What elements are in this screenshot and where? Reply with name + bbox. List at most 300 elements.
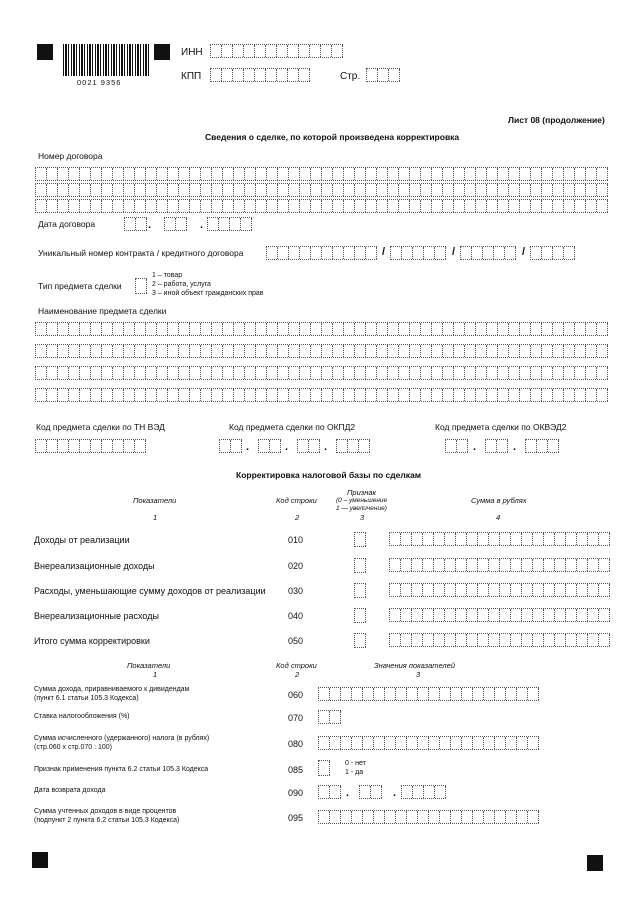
char-cell[interactable] bbox=[509, 389, 520, 401]
char-cell[interactable] bbox=[443, 200, 454, 212]
char-cell[interactable] bbox=[396, 688, 407, 700]
char-cell[interactable] bbox=[564, 247, 575, 259]
char-cell[interactable] bbox=[435, 786, 446, 798]
char-cell[interactable] bbox=[58, 345, 69, 357]
char-cell[interactable] bbox=[506, 688, 517, 700]
char-cell[interactable] bbox=[586, 367, 597, 379]
char-cell[interactable] bbox=[330, 786, 341, 798]
char-cell[interactable] bbox=[445, 634, 456, 646]
flag-field[interactable] bbox=[318, 760, 330, 776]
contract-number-row-2[interactable] bbox=[35, 183, 608, 197]
subject-name-row-4[interactable] bbox=[35, 388, 608, 402]
char-cell[interactable] bbox=[467, 533, 478, 545]
char-cell[interactable] bbox=[222, 69, 233, 81]
char-cell[interactable] bbox=[211, 69, 222, 81]
tax-rate-field[interactable] bbox=[318, 710, 341, 724]
char-cell[interactable] bbox=[352, 688, 363, 700]
char-cell[interactable] bbox=[597, 184, 608, 196]
char-cell[interactable] bbox=[211, 45, 222, 57]
char-cell[interactable] bbox=[319, 688, 330, 700]
char-cell[interactable] bbox=[255, 69, 266, 81]
char-cell[interactable] bbox=[341, 688, 352, 700]
contract-date-year[interactable] bbox=[207, 217, 252, 231]
char-cell[interactable] bbox=[319, 761, 330, 775]
char-cell[interactable] bbox=[553, 323, 564, 335]
char-cell[interactable] bbox=[544, 533, 555, 545]
char-cell[interactable] bbox=[47, 440, 58, 452]
char-cell[interactable] bbox=[517, 737, 528, 749]
char-cell[interactable] bbox=[418, 811, 429, 823]
char-cell[interactable] bbox=[47, 200, 58, 212]
okved2-part-2[interactable] bbox=[485, 439, 508, 453]
char-cell[interactable] bbox=[355, 200, 366, 212]
char-cell[interactable] bbox=[69, 200, 80, 212]
char-cell[interactable] bbox=[124, 184, 135, 196]
char-cell[interactable] bbox=[245, 389, 256, 401]
char-cell[interactable] bbox=[341, 737, 352, 749]
char-cell[interactable] bbox=[432, 200, 443, 212]
char-cell[interactable] bbox=[146, 367, 157, 379]
char-cell[interactable] bbox=[511, 559, 522, 571]
char-cell[interactable] bbox=[476, 184, 487, 196]
char-cell[interactable] bbox=[289, 367, 300, 379]
char-cell[interactable] bbox=[179, 184, 190, 196]
char-cell[interactable] bbox=[553, 345, 564, 357]
char-cell[interactable] bbox=[421, 323, 432, 335]
char-cell[interactable] bbox=[36, 345, 47, 357]
char-cell[interactable] bbox=[355, 584, 366, 597]
char-cell[interactable] bbox=[135, 367, 146, 379]
page-number-field[interactable] bbox=[366, 68, 400, 82]
okpd2-part-2[interactable] bbox=[258, 439, 281, 453]
char-cell[interactable] bbox=[424, 786, 435, 798]
char-cell[interactable] bbox=[454, 345, 465, 357]
char-cell[interactable] bbox=[277, 45, 288, 57]
char-cell[interactable] bbox=[421, 367, 432, 379]
char-cell[interactable] bbox=[440, 737, 451, 749]
char-cell[interactable] bbox=[267, 184, 278, 196]
char-cell[interactable] bbox=[531, 323, 542, 335]
char-cell[interactable] bbox=[179, 345, 190, 357]
char-cell[interactable] bbox=[564, 168, 575, 180]
char-cell[interactable] bbox=[322, 168, 333, 180]
char-cell[interactable] bbox=[322, 247, 333, 259]
char-cell[interactable] bbox=[432, 345, 443, 357]
char-cell[interactable] bbox=[58, 323, 69, 335]
char-cell[interactable] bbox=[457, 440, 468, 452]
char-cell[interactable] bbox=[333, 367, 344, 379]
char-cell[interactable] bbox=[577, 634, 588, 646]
char-cell[interactable] bbox=[91, 345, 102, 357]
char-cell[interactable] bbox=[124, 367, 135, 379]
char-cell[interactable] bbox=[135, 168, 146, 180]
char-cell[interactable] bbox=[278, 389, 289, 401]
char-cell[interactable] bbox=[113, 323, 124, 335]
char-cell[interactable] bbox=[410, 323, 421, 335]
char-cell[interactable] bbox=[80, 323, 91, 335]
char-cell[interactable] bbox=[267, 247, 278, 259]
char-cell[interactable] bbox=[190, 184, 201, 196]
char-cell[interactable] bbox=[363, 688, 374, 700]
unique-number-part-2[interactable] bbox=[390, 246, 446, 260]
char-cell[interactable] bbox=[465, 200, 476, 212]
char-cell[interactable] bbox=[486, 440, 497, 452]
char-cell[interactable] bbox=[451, 811, 462, 823]
char-cell[interactable] bbox=[445, 584, 456, 596]
char-cell[interactable] bbox=[575, 323, 586, 335]
char-cell[interactable] bbox=[311, 200, 322, 212]
char-cell[interactable] bbox=[80, 367, 91, 379]
char-cell[interactable] bbox=[544, 584, 555, 596]
char-cell[interactable] bbox=[125, 218, 136, 230]
char-cell[interactable] bbox=[168, 200, 179, 212]
char-cell[interactable] bbox=[344, 184, 355, 196]
char-cell[interactable] bbox=[476, 200, 487, 212]
char-cell[interactable] bbox=[36, 168, 47, 180]
char-cell[interactable] bbox=[388, 389, 399, 401]
char-cell[interactable] bbox=[434, 634, 445, 646]
char-cell[interactable] bbox=[407, 811, 418, 823]
char-cell[interactable] bbox=[69, 168, 80, 180]
char-cell[interactable] bbox=[355, 389, 366, 401]
subject-type-field[interactable] bbox=[135, 278, 147, 294]
char-cell[interactable] bbox=[157, 200, 168, 212]
char-cell[interactable] bbox=[588, 559, 599, 571]
char-cell[interactable] bbox=[190, 389, 201, 401]
char-cell[interactable] bbox=[146, 323, 157, 335]
char-cell[interactable] bbox=[234, 323, 245, 335]
char-cell[interactable] bbox=[344, 200, 355, 212]
char-cell[interactable] bbox=[434, 609, 445, 621]
char-cell[interactable] bbox=[434, 533, 445, 545]
char-cell[interactable] bbox=[146, 168, 157, 180]
char-cell[interactable] bbox=[311, 323, 322, 335]
char-cell[interactable] bbox=[487, 184, 498, 196]
char-cell[interactable] bbox=[102, 345, 113, 357]
char-cell[interactable] bbox=[599, 584, 610, 596]
okpd2-part-3[interactable] bbox=[297, 439, 320, 453]
char-cell[interactable] bbox=[390, 584, 401, 596]
char-cell[interactable] bbox=[553, 247, 564, 259]
char-cell[interactable] bbox=[462, 811, 473, 823]
char-cell[interactable] bbox=[520, 389, 531, 401]
char-cell[interactable] bbox=[531, 389, 542, 401]
char-cell[interactable] bbox=[432, 168, 443, 180]
char-cell[interactable] bbox=[36, 200, 47, 212]
char-cell[interactable] bbox=[113, 389, 124, 401]
char-cell[interactable] bbox=[390, 559, 401, 571]
char-cell[interactable] bbox=[201, 184, 212, 196]
char-cell[interactable] bbox=[533, 559, 544, 571]
char-cell[interactable] bbox=[366, 200, 377, 212]
char-cell[interactable] bbox=[575, 184, 586, 196]
char-cell[interactable] bbox=[366, 323, 377, 335]
char-cell[interactable] bbox=[212, 389, 223, 401]
char-cell[interactable] bbox=[399, 184, 410, 196]
char-cell[interactable] bbox=[311, 184, 322, 196]
char-cell[interactable] bbox=[355, 559, 366, 572]
char-cell[interactable] bbox=[135, 323, 146, 335]
char-cell[interactable] bbox=[390, 609, 401, 621]
char-cell[interactable] bbox=[443, 345, 454, 357]
subject-name-row-1[interactable] bbox=[35, 322, 608, 336]
char-cell[interactable] bbox=[566, 584, 577, 596]
char-cell[interactable] bbox=[233, 45, 244, 57]
char-cell[interactable] bbox=[168, 168, 179, 180]
char-cell[interactable] bbox=[244, 45, 255, 57]
char-cell[interactable] bbox=[454, 323, 465, 335]
char-cell[interactable] bbox=[289, 323, 300, 335]
char-cell[interactable] bbox=[355, 345, 366, 357]
sum-field[interactable] bbox=[389, 532, 610, 546]
char-cell[interactable] bbox=[278, 184, 289, 196]
char-cell[interactable] bbox=[201, 389, 212, 401]
char-cell[interactable] bbox=[333, 200, 344, 212]
char-cell[interactable] bbox=[267, 389, 278, 401]
char-cell[interactable] bbox=[36, 323, 47, 335]
char-cell[interactable] bbox=[377, 200, 388, 212]
char-cell[interactable] bbox=[456, 559, 467, 571]
char-cell[interactable] bbox=[489, 533, 500, 545]
char-cell[interactable] bbox=[577, 559, 588, 571]
char-cell[interactable] bbox=[311, 345, 322, 357]
char-cell[interactable] bbox=[423, 584, 434, 596]
char-cell[interactable] bbox=[102, 323, 113, 335]
char-cell[interactable] bbox=[544, 559, 555, 571]
char-cell[interactable] bbox=[322, 200, 333, 212]
okpd2-part-1[interactable] bbox=[219, 439, 242, 453]
char-cell[interactable] bbox=[413, 247, 424, 259]
char-cell[interactable] bbox=[333, 323, 344, 335]
char-cell[interactable] bbox=[245, 345, 256, 357]
char-cell[interactable] bbox=[402, 786, 413, 798]
char-cell[interactable] bbox=[102, 389, 113, 401]
char-cell[interactable] bbox=[465, 168, 476, 180]
char-cell[interactable] bbox=[418, 737, 429, 749]
char-cell[interactable] bbox=[135, 440, 146, 452]
char-cell[interactable] bbox=[407, 737, 418, 749]
char-cell[interactable] bbox=[537, 440, 548, 452]
char-cell[interactable] bbox=[201, 200, 212, 212]
char-cell[interactable] bbox=[599, 559, 610, 571]
char-cell[interactable] bbox=[124, 168, 135, 180]
char-cell[interactable] bbox=[473, 811, 484, 823]
char-cell[interactable] bbox=[36, 367, 47, 379]
char-cell[interactable] bbox=[429, 737, 440, 749]
char-cell[interactable] bbox=[201, 345, 212, 357]
char-cell[interactable] bbox=[366, 168, 377, 180]
char-cell[interactable] bbox=[520, 184, 531, 196]
char-cell[interactable] bbox=[135, 345, 146, 357]
char-cell[interactable] bbox=[498, 389, 509, 401]
char-cell[interactable] bbox=[528, 737, 539, 749]
char-cell[interactable] bbox=[498, 184, 509, 196]
char-cell[interactable] bbox=[300, 200, 311, 212]
char-cell[interactable] bbox=[553, 184, 564, 196]
char-cell[interactable] bbox=[355, 247, 366, 259]
char-cell[interactable] bbox=[377, 367, 388, 379]
char-cell[interactable] bbox=[220, 440, 231, 452]
char-cell[interactable] bbox=[401, 634, 412, 646]
char-cell[interactable] bbox=[223, 345, 234, 357]
char-cell[interactable] bbox=[288, 45, 299, 57]
char-cell[interactable] bbox=[113, 184, 124, 196]
char-cell[interactable] bbox=[385, 737, 396, 749]
char-cell[interactable] bbox=[146, 345, 157, 357]
char-cell[interactable] bbox=[47, 184, 58, 196]
char-cell[interactable] bbox=[413, 786, 424, 798]
char-cell[interactable] bbox=[319, 811, 330, 823]
sign-field[interactable] bbox=[354, 633, 366, 648]
char-cell[interactable] bbox=[91, 367, 102, 379]
char-cell[interactable] bbox=[456, 634, 467, 646]
char-cell[interactable] bbox=[366, 389, 377, 401]
char-cell[interactable] bbox=[355, 168, 366, 180]
char-cell[interactable] bbox=[135, 389, 146, 401]
char-cell[interactable] bbox=[168, 345, 179, 357]
char-cell[interactable] bbox=[168, 323, 179, 335]
char-cell[interactable] bbox=[399, 389, 410, 401]
char-cell[interactable] bbox=[494, 247, 505, 259]
char-cell[interactable] bbox=[355, 609, 366, 622]
sum-field[interactable] bbox=[389, 633, 610, 647]
sum-field[interactable] bbox=[389, 558, 610, 572]
char-cell[interactable] bbox=[476, 323, 487, 335]
char-cell[interactable] bbox=[311, 367, 322, 379]
char-cell[interactable] bbox=[566, 609, 577, 621]
char-cell[interactable] bbox=[300, 345, 311, 357]
char-cell[interactable] bbox=[256, 168, 267, 180]
char-cell[interactable] bbox=[542, 168, 553, 180]
tnved-field[interactable] bbox=[35, 439, 146, 453]
char-cell[interactable] bbox=[509, 200, 520, 212]
char-cell[interactable] bbox=[245, 323, 256, 335]
char-cell[interactable] bbox=[289, 168, 300, 180]
char-cell[interactable] bbox=[454, 168, 465, 180]
char-cell[interactable] bbox=[399, 345, 410, 357]
char-cell[interactable] bbox=[241, 218, 252, 230]
char-cell[interactable] bbox=[434, 559, 445, 571]
char-cell[interactable] bbox=[135, 200, 146, 212]
char-cell[interactable] bbox=[478, 584, 489, 596]
char-cell[interactable] bbox=[588, 584, 599, 596]
char-cell[interactable] bbox=[597, 323, 608, 335]
char-cell[interactable] bbox=[489, 609, 500, 621]
char-cell[interactable] bbox=[319, 711, 330, 723]
char-cell[interactable] bbox=[487, 168, 498, 180]
char-cell[interactable] bbox=[367, 69, 378, 81]
char-cell[interactable] bbox=[542, 323, 553, 335]
char-cell[interactable] bbox=[505, 247, 516, 259]
char-cell[interactable] bbox=[212, 184, 223, 196]
char-cell[interactable] bbox=[278, 345, 289, 357]
char-cell[interactable] bbox=[91, 200, 102, 212]
char-cell[interactable] bbox=[588, 609, 599, 621]
char-cell[interactable] bbox=[495, 737, 506, 749]
char-cell[interactable] bbox=[586, 389, 597, 401]
char-cell[interactable] bbox=[423, 533, 434, 545]
char-cell[interactable] bbox=[278, 200, 289, 212]
char-cell[interactable] bbox=[80, 389, 91, 401]
char-cell[interactable] bbox=[190, 323, 201, 335]
char-cell[interactable] bbox=[531, 168, 542, 180]
char-cell[interactable] bbox=[421, 168, 432, 180]
char-cell[interactable] bbox=[489, 634, 500, 646]
char-cell[interactable] bbox=[575, 367, 586, 379]
char-cell[interactable] bbox=[432, 389, 443, 401]
char-cell[interactable] bbox=[446, 440, 457, 452]
char-cell[interactable] bbox=[179, 389, 190, 401]
sum-field[interactable] bbox=[389, 583, 610, 597]
char-cell[interactable] bbox=[597, 168, 608, 180]
char-cell[interactable] bbox=[533, 609, 544, 621]
char-cell[interactable] bbox=[597, 345, 608, 357]
char-cell[interactable] bbox=[102, 440, 113, 452]
char-cell[interactable] bbox=[179, 168, 190, 180]
char-cell[interactable] bbox=[267, 345, 278, 357]
char-cell[interactable] bbox=[511, 533, 522, 545]
char-cell[interactable] bbox=[344, 345, 355, 357]
kpp-field[interactable] bbox=[210, 68, 310, 82]
char-cell[interactable] bbox=[454, 367, 465, 379]
char-cell[interactable] bbox=[168, 184, 179, 196]
char-cell[interactable] bbox=[423, 609, 434, 621]
char-cell[interactable] bbox=[377, 168, 388, 180]
char-cell[interactable] bbox=[245, 367, 256, 379]
char-cell[interactable] bbox=[322, 345, 333, 357]
return-date-year[interactable] bbox=[401, 785, 446, 799]
char-cell[interactable] bbox=[586, 184, 597, 196]
char-cell[interactable] bbox=[58, 440, 69, 452]
char-cell[interactable] bbox=[533, 533, 544, 545]
char-cell[interactable] bbox=[484, 737, 495, 749]
char-cell[interactable] bbox=[113, 168, 124, 180]
char-cell[interactable] bbox=[366, 367, 377, 379]
char-cell[interactable] bbox=[410, 168, 421, 180]
char-cell[interactable] bbox=[80, 184, 91, 196]
char-cell[interactable] bbox=[467, 559, 478, 571]
char-cell[interactable] bbox=[267, 168, 278, 180]
char-cell[interactable] bbox=[410, 389, 421, 401]
char-cell[interactable] bbox=[330, 711, 341, 723]
char-cell[interactable] bbox=[388, 184, 399, 196]
char-cell[interactable] bbox=[432, 367, 443, 379]
char-cell[interactable] bbox=[575, 200, 586, 212]
char-cell[interactable] bbox=[391, 247, 402, 259]
char-cell[interactable] bbox=[410, 367, 421, 379]
dividend-income-field[interactable] bbox=[318, 687, 539, 701]
char-cell[interactable] bbox=[230, 218, 241, 230]
char-cell[interactable] bbox=[212, 367, 223, 379]
char-cell[interactable] bbox=[465, 389, 476, 401]
char-cell[interactable] bbox=[423, 559, 434, 571]
char-cell[interactable] bbox=[355, 184, 366, 196]
char-cell[interactable] bbox=[69, 389, 80, 401]
char-cell[interactable] bbox=[467, 609, 478, 621]
char-cell[interactable] bbox=[179, 367, 190, 379]
char-cell[interactable] bbox=[389, 69, 400, 81]
char-cell[interactable] bbox=[113, 367, 124, 379]
char-cell[interactable] bbox=[487, 323, 498, 335]
char-cell[interactable] bbox=[597, 200, 608, 212]
char-cell[interactable] bbox=[179, 323, 190, 335]
char-cell[interactable] bbox=[429, 811, 440, 823]
char-cell[interactable] bbox=[80, 440, 91, 452]
unique-number-part-4[interactable] bbox=[530, 246, 575, 260]
char-cell[interactable] bbox=[256, 323, 267, 335]
char-cell[interactable] bbox=[412, 634, 423, 646]
char-cell[interactable] bbox=[231, 440, 242, 452]
